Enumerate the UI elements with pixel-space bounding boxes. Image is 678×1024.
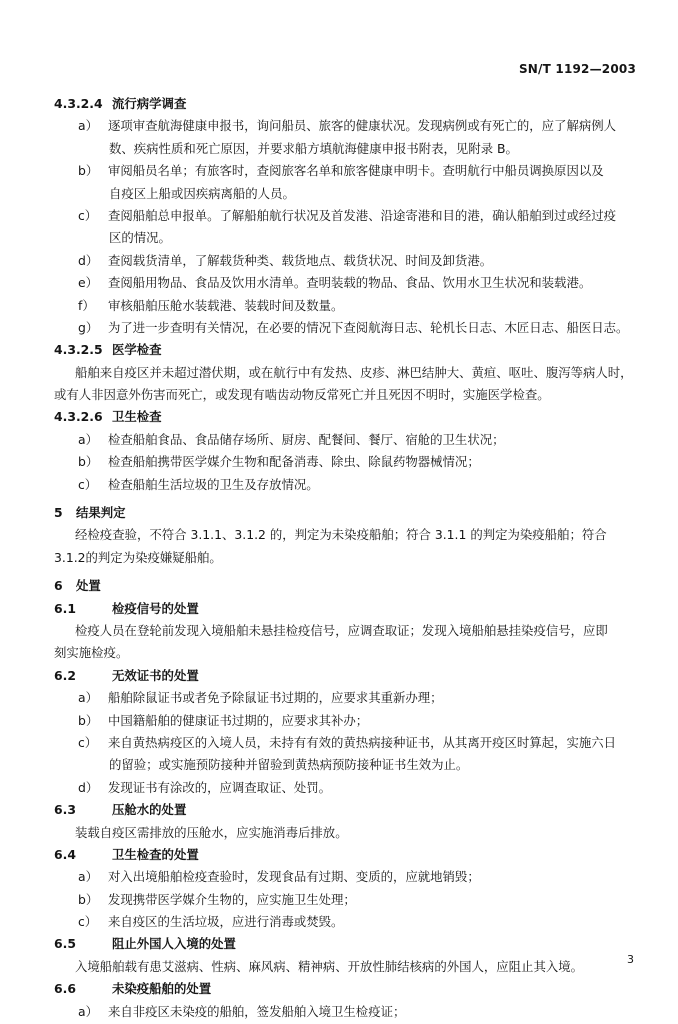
list-item <box>54 687 654 709</box>
list-item-label: b） <box>78 163 99 179</box>
clause-heading <box>54 93 654 115</box>
paragraph-line: 装载自疫区需排放的压舱水，应实施消毒后排放。 <box>75 824 348 840</box>
list-item-text: 发现证书有涂改的，应调查取证、处罚。 <box>108 779 332 795</box>
heading-number: 4.3.2.5 <box>54 342 103 358</box>
list-item-text: 检查船舶生活垃圾的卫生及存放情况。 <box>108 476 319 492</box>
list-item-label: c） <box>78 914 98 930</box>
list-item <box>54 272 654 294</box>
heading-number: 6.2 <box>54 667 76 683</box>
section-heading <box>54 575 654 597</box>
list-item <box>54 1001 654 1023</box>
paragraph-line: 检疫人员在登轮前发现入境船舶未悬挂检疫信号，应调查取证；发现入境船舶悬挂染疫信号，应即 <box>75 622 608 638</box>
list-item-label: d） <box>78 252 99 268</box>
list-item-label: d） <box>78 779 99 795</box>
heading-text: 医学检查 <box>112 342 162 358</box>
clause-heading <box>54 844 654 866</box>
paragraph-line: 船舶来自疫区并未超过潜伏期，或在航行中有发热、皮疹、淋巴结肿大、黄疸、呕吐、腹泻等病人时， <box>75 364 633 380</box>
section-heading <box>54 502 654 524</box>
list-item-continuation: 区的情况。 <box>109 230 171 246</box>
heading-text: 结果判定 <box>76 505 126 521</box>
list-item-text: 查阅船舶总申报单。了解船舶航行状况及首发港、沿途寄港和目的港，确认船舶到过或经过疫 <box>108 207 617 223</box>
heading-text: 阻止外国人入境的处置 <box>112 936 236 952</box>
list-item-label: b） <box>78 891 99 907</box>
list-item-text: 审核船舶压舱水装载港、装载时间及数量。 <box>108 297 344 313</box>
list-item-text: 来自非疫区未染疫的船舶，签发船舶入境卫生检疫证； <box>108 1003 406 1019</box>
heading-number: 6.4 <box>54 846 76 862</box>
list-item <box>54 317 654 339</box>
list-item <box>54 295 654 317</box>
heading-text: 卫生检查的处置 <box>112 846 199 862</box>
paragraph-line: 3.1.2的判定为染疫嫌疑船舶。 <box>54 549 222 565</box>
list-item-text: 发现携带医学媒介生物的，应实施卫生处理； <box>108 891 356 907</box>
list-item <box>54 451 654 473</box>
heading-text: 检疫信号的处置 <box>112 600 199 616</box>
list-item-text: 船舶除鼠证书或者免予除鼠证书过期的，应要求其重新办理； <box>108 690 443 706</box>
list-item-text: 中国籍船舶的健康证书过期的，应要求其补办； <box>108 712 369 728</box>
list-item-label: a） <box>78 431 98 447</box>
heading-text: 无效证书的处置 <box>112 667 199 683</box>
heading-number: 4.3.2.6 <box>54 409 103 425</box>
list-item-text: 为了进一步查明有关情况，在必要的情况下查阅航海日志、轮机长日志、木匠日志、船医日志。 <box>108 319 629 335</box>
heading-text: 压舱水的处置 <box>112 802 187 818</box>
list-item-text: 逐项审查航海健康申报书，询问船员、旅客的健康状况。发现病例或有死亡的，应了解病例人 <box>108 118 617 134</box>
list-item-label: f） <box>78 297 95 313</box>
list-item <box>54 474 654 496</box>
list-item-label: b） <box>78 712 99 728</box>
list-item <box>54 160 654 182</box>
list-item <box>54 866 654 888</box>
list-item-continuation: 数、疾病性质和死亡原因，并要求船方填航海健康申报书附表，见附录 B。 <box>109 140 518 156</box>
document-code-header: SN/T 1192—2003 <box>518 62 636 76</box>
page-number: 3 <box>627 953 634 966</box>
list-item <box>54 889 654 911</box>
list-item-text: 检查船舶食品、食品储存场所、厨房、配餐间、餐厅、宿舱的卫生状况； <box>108 431 505 447</box>
clause-heading <box>54 406 654 428</box>
document-body <box>54 93 654 1023</box>
heading-number: 6.6 <box>54 981 76 997</box>
paragraph-line: 或有人非因意外伤害而死亡，或发现有啮齿动物反常死亡并且死因不明时，实施医学检查。 <box>54 387 550 403</box>
heading-number: 6.5 <box>54 936 76 952</box>
list-item-label: a） <box>78 869 98 885</box>
list-item-continuation: 自疫区上船或因疾病离船的人员。 <box>109 185 295 201</box>
list-item <box>54 429 654 451</box>
list-item-text: 检查船舶携带医学媒介生物和配备消毒、除虫、除鼠药物器械情况； <box>108 454 480 470</box>
list-item-label: a） <box>78 1003 98 1019</box>
list-item <box>54 115 654 137</box>
list-item-label: c） <box>78 207 98 223</box>
list-item <box>54 250 654 272</box>
heading-text: 流行病学调查 <box>112 96 187 111</box>
list-item-label: a） <box>78 690 98 706</box>
list-item-text: 查阅船用物品、食品及饮用水清单。查明装载的物品、食品、饮用水卫生状况和装载港。 <box>108 275 592 291</box>
list-item-text: 查阅载货清单，了解载货种类、载货地点、载货状况、时间及卸货港。 <box>108 252 493 268</box>
list-item-text: 来自疫区的生活垃圾，应进行消毒或焚毁。 <box>108 914 344 930</box>
list-item-label: g） <box>78 319 99 335</box>
clause-heading <box>54 933 654 955</box>
paragraph-line: 入境船舶载有患艾滋病、性病、麻风病、精神病、开放性肺结核病的外国人，应阻止其入境。 <box>75 958 584 974</box>
list-item <box>54 777 654 799</box>
paragraph-line: 经检疫查验，不符合 3.1.1、3.1.2 的，判定为未染疫船舶；符合 3.1.1 的判定为染疫船舶；符合 <box>75 527 607 543</box>
list-item-label: a） <box>78 118 98 134</box>
clause-heading <box>54 598 654 620</box>
heading-text: 处置 <box>76 578 101 594</box>
clause-heading <box>54 799 654 821</box>
heading-number: 4.3.2.4 <box>54 96 103 111</box>
list-item <box>54 732 654 754</box>
list-item <box>54 205 654 227</box>
heading-number: 6.3 <box>54 802 76 818</box>
list-item-text: 审阅船员名单；有旅客时，查阅旅客名单和旅客健康申明卡。查明航行中船员调换原因以及 <box>108 163 604 179</box>
heading-text: 卫生检查 <box>112 409 162 425</box>
list-item-text: 来自黄热病疫区的入境人员，未持有有效的黄热病接种证书，从其离开疫区时算起，实施六日 <box>108 734 617 750</box>
heading-number: 5 <box>54 505 63 521</box>
list-item <box>54 911 654 933</box>
list-item <box>54 710 654 732</box>
list-item-text: 对入出境船舶检疫查验时，发现食品有过期、变质的，应就地销毁； <box>108 869 480 885</box>
clause-heading <box>54 978 654 1000</box>
list-item-label: c） <box>78 734 98 750</box>
list-item-label: b） <box>78 454 99 470</box>
list-item-label: e） <box>78 275 99 291</box>
list-item-continuation: 的留验；或实施预防接种并留验到黄热病预防接种证书生效为止。 <box>109 757 469 773</box>
list-item-label: c） <box>78 476 98 492</box>
heading-text: 未染疫船舶的处置 <box>112 981 212 997</box>
clause-heading <box>54 339 654 361</box>
heading-number: 6.1 <box>54 600 76 616</box>
clause-heading <box>54 665 654 687</box>
paragraph-line: 刻实施检疫。 <box>54 645 129 661</box>
heading-number: 6 <box>54 578 63 594</box>
